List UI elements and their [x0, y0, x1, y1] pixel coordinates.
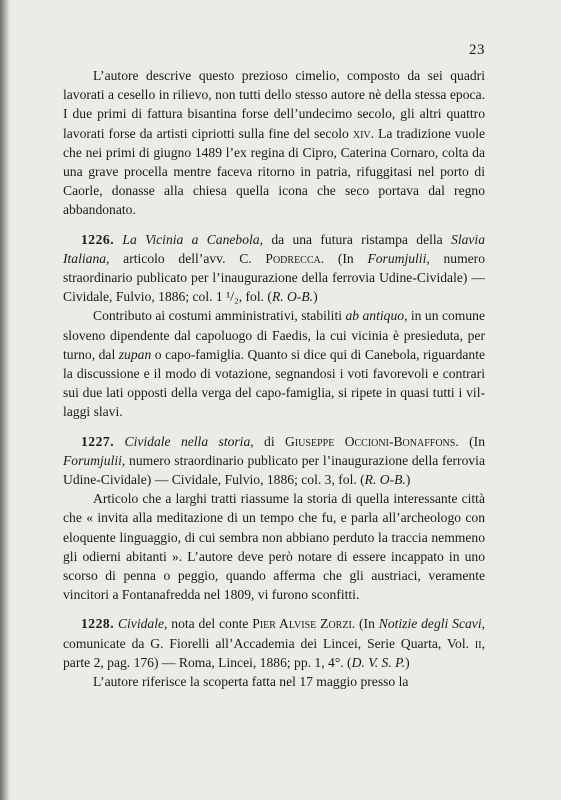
italic-text: Forumjulii	[63, 452, 122, 468]
text-run: . (In	[320, 250, 368, 266]
entry-author: Pier Alvise Zorzi	[252, 616, 352, 632]
entry-1226-body	[63, 306, 485, 421]
italic-text: Slavia Italiana	[63, 231, 485, 266]
paragraph-intro	[63, 66, 485, 220]
entry-number: 1228.	[81, 616, 115, 632]
italic-text: Forumjulii	[367, 250, 427, 266]
text-run: , numero straordinario publicato per l’inaugurazione della ferrovia Udine-Cividale) — Cividale, Fulvio, 1886; col. 3, fol. (	[63, 452, 485, 488]
text-run: , in un comune sloveno dipendente dal capoluogo di Faedis, la cui vicinia è presieduta, per turno, dal	[63, 308, 486, 362]
entry-1227-header	[63, 432, 485, 490]
entry-number: 1226.	[81, 231, 115, 247]
entry-1226-header	[63, 230, 485, 307]
text-run: . (In	[455, 433, 485, 449]
entry-1228-body: L’autore riferisce la scoperta fatta nel 17 maggio presso la	[93, 674, 409, 690]
text-run: )	[405, 654, 410, 670]
roman-numeral: xiv	[352, 125, 371, 141]
text-run: o capo-famiglia. Quanto si dice qui di Canebola, riguardante la discussione e il modo di votazione, segnandosi i voti favorevoli e contrari sui due lati opposti della verga del capo-famiglia, si ripete in quasi tutti i villaggi slavi.	[63, 346, 486, 420]
entry-title: La Vicinia a Canebola	[122, 231, 260, 247]
entry-title: Cividale	[117, 616, 165, 632]
text-run: )	[313, 289, 318, 305]
text-run: , nota del conte	[164, 616, 253, 632]
roman-numeral: ii	[474, 635, 482, 651]
text-run: . (In	[351, 616, 379, 632]
italic-text: ab antiquo	[345, 308, 405, 324]
entry-1228-header	[63, 614, 485, 672]
text-run: , di	[250, 433, 286, 449]
text-run: , comunicate da G. Fiorelli all’Accademia dei Lincei, Serie Quarta, Vol.	[63, 616, 486, 651]
text-run: Contributo ai costumi amministrativi, stabiliti	[93, 308, 346, 324]
entry-number: 1227.	[81, 433, 115, 449]
text-run: )	[405, 472, 411, 488]
entry-author: Podrecca	[265, 250, 321, 266]
italic-text: D. V. S. P.	[351, 654, 406, 670]
text-run: , articolo dell’avv. C.	[106, 250, 266, 266]
text-run: . La tradizione vuole che nei primi di giugno 1489 l’ex regina di Cipro, Caterina Cornaro, colta da una grave procella mentre faceva ritorno in patria, rifuggitasi nel porto di Caorle, donasse alla chiesa quella icona che seco portava dal regno abbandonato.	[63, 125, 486, 218]
entry-1227-body: Articolo che a larghi tratti riassume la storia di quella interessante città che « invita alla meditazione di un tempo che fu, e parla all’archeologo con eloquente linguaggio, di cui sembra non abbiano perduto la traccia nemmeno gli odierni abitanti ». L’autore deve però notare di essere incappato in uno scorso di penna o peggio, quando afferma che gli austriaci, veramente vincitori a Fontanafredda nel 1809, vi furono sconfitti.	[63, 491, 485, 603]
italic-text: Notizie degli Scavi	[378, 616, 482, 632]
italic-text: zupan	[118, 346, 152, 362]
text-run: , da una futura ristampa della	[259, 231, 452, 247]
italic-text: R. O-B.	[271, 289, 314, 305]
page-spine-shadow	[0, 0, 10, 800]
entry-title: Cividale nella storia	[124, 433, 251, 449]
entry-author: Giuseppe Occioni-Bonaffons	[285, 433, 456, 449]
text-run: , numero straordinario publicato per l’inaugurazione della ferrovia Udine-Cividale) — Cividale, Fulvio, 1886; col. 1 ¹/₂, fol. (	[63, 250, 486, 305]
text-run: , parte 2, pag. 176) — Roma, Lincei, 1886; pp. 1, 4°. (	[63, 635, 485, 670]
text-run: L’autore descrive questo prezioso cimelio, composto da sei quadri lavorati a cesello in rilievo, non tutti dello stesso autore nè della stessa epoca. I due primi di fattura bisantina forse dell’undecimo secolo, gli altri quattro lavorati forse da artisti cipriotti sulla fine del secolo	[63, 68, 485, 141]
italic-text: R. O-B.	[364, 472, 406, 488]
page-number: 23	[469, 42, 485, 58]
page-body	[63, 66, 485, 691]
